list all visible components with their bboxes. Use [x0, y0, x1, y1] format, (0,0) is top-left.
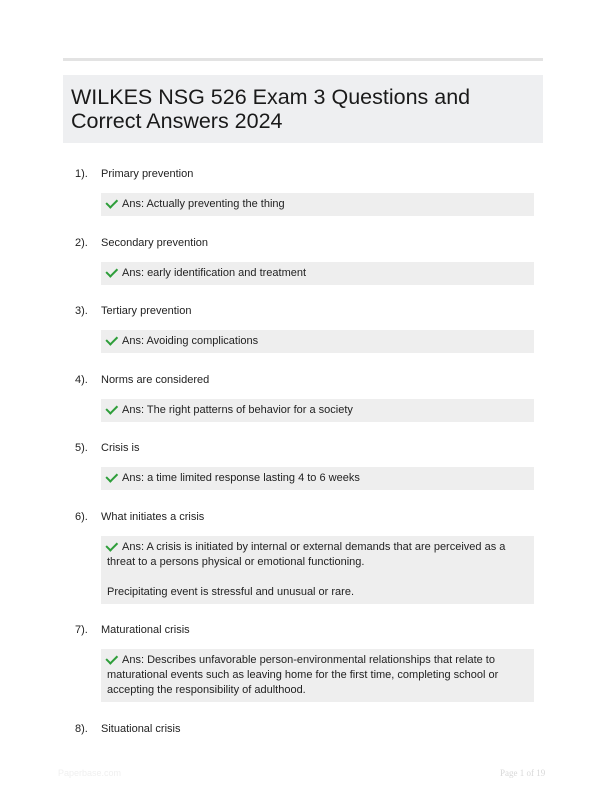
question-number: 5).: [75, 442, 88, 454]
question-text: Crisis is: [101, 442, 140, 454]
question-text: Maturational crisis: [101, 624, 190, 636]
check-icon: [105, 402, 118, 415]
answer-box: [101, 330, 534, 353]
question-text: Tertiary prevention: [101, 305, 192, 317]
question-number: 4).: [75, 374, 88, 386]
question-text: Norms are considered: [101, 374, 210, 386]
answer-box: [101, 262, 534, 285]
page-number: Page 1 of 19: [500, 768, 546, 778]
question-text: What initiates a crisis: [101, 511, 205, 523]
answer-box: [101, 399, 534, 422]
question-number: 3).: [75, 305, 88, 317]
question-number: 7).: [75, 624, 88, 636]
check-icon: [105, 470, 118, 483]
check-icon: [105, 652, 118, 665]
document-title: WILKES NSG 526 Exam 3 Questions and Correct Answers 2024: [71, 85, 471, 133]
answer-box: [101, 467, 534, 490]
answer-text: Ans: Describes unfavorable person-environmental relationships that relate to maturational events such as leaving home for the first time, completing school or accepting the responsibility of adulthood.: [107, 654, 499, 696]
question-text: Situational crisis: [101, 723, 181, 735]
check-icon: [105, 333, 118, 346]
question-text: Secondary prevention: [101, 237, 209, 249]
question-number: 6).: [75, 511, 88, 523]
answer-text: Precipitating event is stressful and unusual or rare.: [107, 586, 355, 598]
check-icon: [105, 196, 118, 209]
answer-text: Ans: Actually preventing the thing: [122, 198, 285, 210]
answer-text: Ans: A crisis is initiated by internal or external demands that are perceived as a threat to a persons physical or emotional functioning.: [107, 541, 506, 568]
question-number: 1).: [75, 168, 88, 180]
answer-box: [101, 193, 534, 216]
answer-text: Ans: early identification and treatment: [122, 267, 307, 279]
top-divider: [63, 58, 543, 61]
answer-text: Ans: a time limited response lasting 4 to 6 weeks: [122, 472, 360, 484]
answer-text: Ans: Avoiding complications: [122, 335, 259, 347]
check-icon: [105, 265, 118, 278]
question-number: 2).: [75, 237, 88, 249]
question-number: 8).: [75, 723, 88, 735]
watermark: Paperbase.com: [58, 768, 122, 778]
answer-text: Ans: The right patterns of behavior for a society: [122, 404, 353, 416]
title-banner: [63, 75, 543, 143]
answer-box: [101, 649, 534, 702]
answer-box: [101, 536, 534, 604]
question-text: Primary prevention: [101, 168, 194, 180]
check-icon: [105, 539, 118, 552]
